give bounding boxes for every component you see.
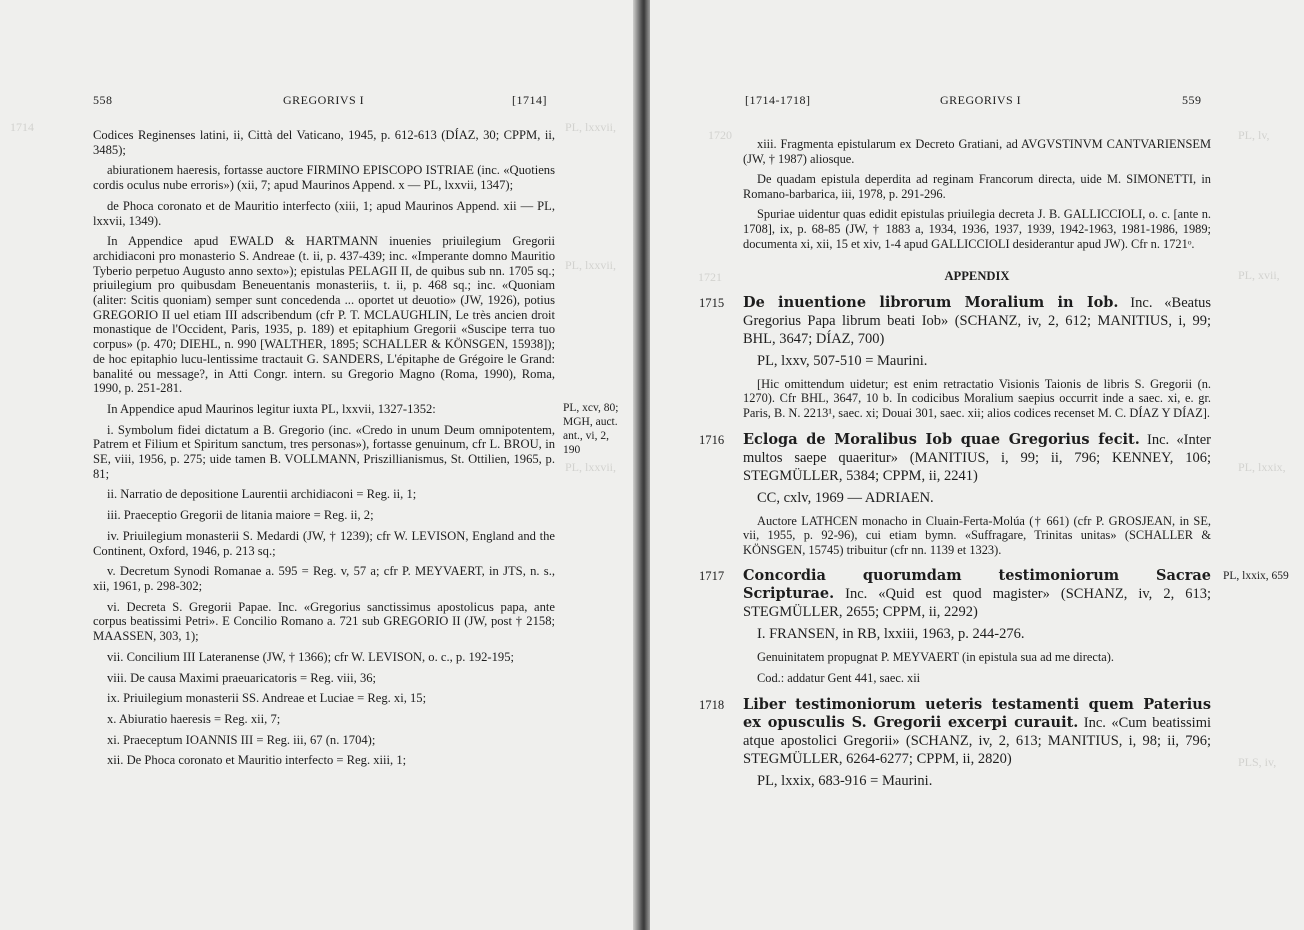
entry-edition-ref: I. FRANSEN, in RB, lxxiii, 1963, p. 244-276. <box>757 626 1025 643</box>
show-through-text: 1720 <box>708 128 732 142</box>
left-entry-ref: [1714] <box>512 93 547 107</box>
right-entry-ref: [1714-1718] <box>745 93 811 107</box>
entry-note: Cod.: addatur Gent 441, saec. xii <box>757 670 921 685</box>
entry-heading <box>743 696 1211 768</box>
entry-description: Inc. «Quid est quod magister» (SCHANZ, iv, 2, 613; STEGMÜLLER, 2655; CPPM, ii, 2292) <box>743 586 1211 621</box>
entry-note: [Hic omittendum uidetur; est enim retractatio Visionis Taionis de libris S. Gregorii (n. 1270). Cfr BHL, 3647, 10 b. In codicibus Moralium saepius occurrit inde a saec. xi, e. gr. Paris, B. N. 2213¹, saec. xi; Douai 301, saec. xii; alios codices recenset M. C. DÍAZ Y DÍAZ]. <box>743 376 1211 420</box>
paragraph: x. Abiuratio haeresis = Reg. xii, 7; <box>107 711 281 726</box>
paragraph: Spuriae uidentur quas edidit epistulas priuilegia decreta J. B. GALLICCIOLI, o. c. [ante n. 1708], ix, p. 68-85 (JW, † 1883 a, 1934, 1936, 1937, 1939, 1942-1963, 1981-1986, 1989; documenta xi, xii, 15 et xiv, 1-4 apud GALLICCIOLI desiderantur apud JW). Cfr n. 1721ᵒ. <box>743 207 1211 251</box>
paragraph: v. Decretum Synodi Romanae a. 595 = Reg. v, 57 a; cfr P. MEYVAERT, in JTS, n. s., xii, 1961, p. 298-302; <box>93 564 555 593</box>
entry-1715 <box>699 293 1212 421</box>
entry-1717 <box>699 567 1289 685</box>
left-page <box>0 0 646 930</box>
paragraph: vi. Decreta S. Gregorii Papae. Inc. «Gregorius sanctissimus apostolicus papa, ante corpus beatissimi Petri». E Concilio Romano a. 721 sub GREGORIO II (JW, post † 2158; MAASSEN, 303, 1); <box>93 599 555 644</box>
entry-edition-ref: CC, cxlv, 1969 — ADRIAEN. <box>757 489 934 506</box>
show-through-text: PL, lxxvii, <box>565 258 617 272</box>
paragraph: In Appendice apud Maurinos legitur iuxta PL, lxxvii, 1327-1352: <box>107 401 436 416</box>
paragraph: abiurationem haeresis, fortasse auctore FIRMINO EPISCOPO ISTRIAE (inc. «Quotiens cordis oculus nube erroris») (xii, 7; apud Maurinos Append. x — PL, lxxvii, 1347); <box>93 163 555 193</box>
entry-description: Inc. «Cum beatissimi atque apostolici Gregorii» (SCHANZ, iv, 2, 613; MANITIUS, i, 98; ii, 796; STEGMÜLLER, 6264-6277; CPPM, ii, 2820) <box>743 714 1212 767</box>
left-margin-note: PL, xcv, 80; MGH, auct. ant., vi, 2, 190 <box>563 402 619 456</box>
entry-number: 1716 <box>699 432 725 447</box>
paragraph: xii. De Phoca coronato et Mauritio interfecto = Reg. xiii, 1; <box>107 753 407 768</box>
entry-heading <box>743 294 1211 348</box>
entry-heading <box>743 567 1211 621</box>
paragraph: xiii. Fragmenta epistularum ex Decreto Gratiani, ad AVGVSTINVM CANTVARIENSEM (JW, † 1987) aliosque. <box>743 137 1211 166</box>
entry-1716 <box>699 430 1211 558</box>
paragraph: In Appendice apud EWALD & HARTMANN inuenies priuilegium Gregorii archidiaconi pro monasterio S. Andreae (t. ii, p. 437-439; inc. «Imperante domno Mauritio Tyberio perpetuo Augusto anno sexto»); epistulas PELAGII II, de quibus sub nn. 1705 sq.; priuilegium pro quibusdam Beneuentanis monasteriis, t. ii, p. 468 sq.; inc. «Quoniam (aliter: Scitis quoniam) semper sunt concedenda ... oportet ut deuotio» (JW, 1926), potius GREGORIO II uel etiam III adscribendum (cfr P. T. MCLAUGHLIN, Le très ancien droit monastique de l'Occident, Paris, 1935, p. 189) et epitaphium Gregorii «Suscipe terra tuo corpus» (p. 470; DIEHL, n. 990 [WALTHER, 1895; SCHALLER & KÖNSGEN, 15938]); de hoc epitaphio lucu-lentissime tractauit G. SANDERS, L'épitaphe de Grégoire le Grand: banalité ou message?, in Atti Congr. intern. su Gregorio Magno (Roma, 1990), Roma, 1990, p. 251-281. <box>93 234 555 396</box>
right-page-number: 559 <box>1182 93 1202 107</box>
show-through-text: 1721 <box>698 270 722 284</box>
entry-title: Ecloga de Moralibus Iob quae Gregorius fecit. <box>743 430 1140 448</box>
entry-margin-note: PL, lxxix, 659 <box>1223 570 1289 583</box>
entry-number: 1718 <box>699 697 725 712</box>
entry-title: De inuentione librorum Moralium in Iob. <box>743 293 1119 311</box>
paragraph: De quadam epistula deperdita ad reginam Francorum directa, uide M. SIMONETTI, in Romano-barbarica, iii, 1978, p. 291-296. <box>743 172 1211 201</box>
paragraph: ii. Narratio de depositione Laurentii archidiaconi = Reg. ii, 1; <box>107 487 417 502</box>
paragraph: iv. Priuilegium monasterii S. Medardi (JW, † 1239); cfr W. LEVISON, England and the Continent, Oxford, 1946, p. 213 sq.; <box>93 528 555 558</box>
entry-1718 <box>699 695 1212 791</box>
paragraph: ix. Priuilegium monasterii SS. Andreae et Luciae = Reg. xi, 15; <box>107 691 427 706</box>
entry-note: Auctore LATHCEN monacho in Cluain-Ferta-Molúa († 661) (cfr P. GROSJEAN, in SE, vii, 1955, p. 92-96), cui etiam bymn. «Suffragare, Trinitas unitas» (SCHALLER & KÖNSGEN, 15745) tribuitur (cfr nn. 1139 et 1323). <box>743 513 1211 557</box>
paragraph: de Phoca coronato et de Mauritio interfecto (xiii, 1; apud Maurinos Append. xii — PL, lxxvii, 1349). <box>93 198 555 228</box>
paragraph: Codices Reginenses latini, ii, Città del Vaticano, 1945, p. 612-613 (DÍAZ, 30; CPPM, ii, 3485); <box>93 128 555 157</box>
entry-title: Concordia quorumdam testimoniorum Sacrae Scripturae. <box>743 567 1211 603</box>
show-through-text: PL, lxxix, <box>1238 460 1286 474</box>
show-through-text: PL, lxxvii, <box>565 120 617 134</box>
show-through-text: PLS, iv, <box>1238 755 1277 769</box>
appendix-heading: APPENDIX <box>944 269 1010 284</box>
entry-description: Inc. «Beatus Gregorius Papa librum beati Iob» (SCHANZ, iv, 2, 612; MANITIUS, i, 99; BHL, 3647; DÍAZ, 700) <box>743 294 1212 347</box>
show-through-text: PL, lv, <box>1238 128 1270 142</box>
entry-edition-ref: PL, lxxix, 683-916 = Maurini. <box>757 772 933 789</box>
left-text-block <box>93 128 555 774</box>
left-page-number: 558 <box>93 93 113 107</box>
right-page <box>650 0 1304 930</box>
entry-description: Inc. «Inter multos saepe quaeritur» (MANITIUS, i, 99; ii, 796; KENNEY, 106; STEGMÜLLER, 5384; CPPM, ii, 2241) <box>743 431 1211 484</box>
entry-note: Genuinitatem propugnat P. MEYVAERT (in epistula sua ad me directa). <box>757 650 1115 665</box>
entry-number: 1717 <box>699 569 725 584</box>
entry-number: 1715 <box>699 295 725 310</box>
show-through-text: PL, lxxvii, <box>565 460 617 474</box>
paragraph: iii. Praeceptio Gregorii de litania maiore = Reg. ii, 2; <box>107 508 374 523</box>
paragraph: vii. Concilium III Lateranense (JW, † 1366); cfr W. LEVISON, o. c., p. 192-195; <box>107 649 515 664</box>
paragraph: xi. Praeceptum IOANNIS III = Reg. iii, 67 (n. 1704); <box>107 732 376 747</box>
show-through-text: 1714 <box>10 120 34 134</box>
show-through-text: PL, xvii, <box>1238 268 1280 282</box>
right-running-title: GREGORIVS I <box>940 93 1022 107</box>
left-running-title: GREGORIVS I <box>283 93 365 107</box>
entry-title: Liber testimoniorum ueteris testamenti quem Paterius ex opusculis S. Gregorii excerpi curauit. <box>743 695 1211 731</box>
paragraph: viii. De causa Maximi praeuaricatoris = Reg. viii, 36; <box>107 670 377 685</box>
entry-heading <box>743 431 1211 485</box>
entry-edition-ref: PL, lxxv, 507-510 = Maurini. <box>757 352 928 369</box>
paragraph: i. Symbolum fidei dictatum a B. Gregorio (inc. «Credo in unum Deum omnipotentem, Patrem et Filium et Spiritum sanctum, tres personas»), fortasse genuinum, cfr L. BROU, in SE, viii, 1956, p. 275; uide tamen B. VOLLMANN, Priszillianismus, St. Ottilien, 1965, p. 81; <box>93 422 555 481</box>
